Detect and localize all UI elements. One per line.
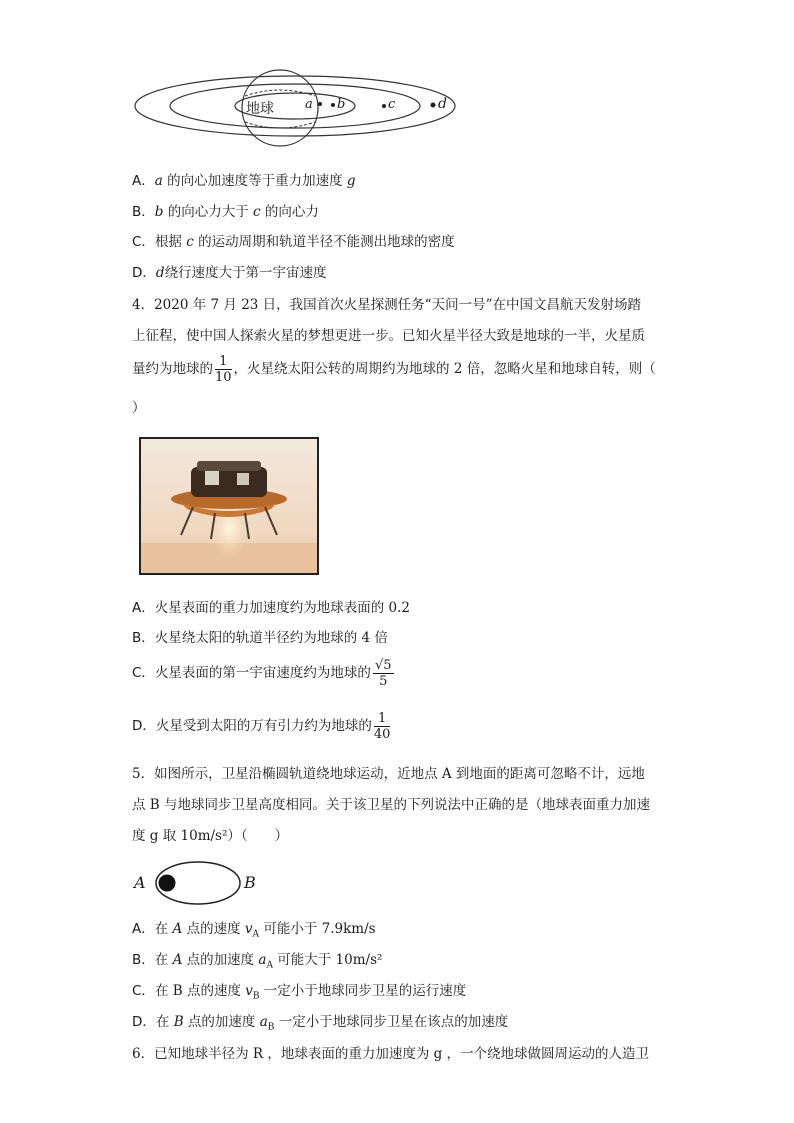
q4-stem-line1: 4．2020 年 7 月 23 日，我国首次火星探测任务“天问一号”在中国文昌航天发射场踏 — [132, 297, 641, 313]
q3-option-c[interactable]: C．根据 c 的运动周期和轨道半径不能测出地球的密度 — [132, 234, 455, 250]
q4-stem-line3: 量约为地球的 $\frac{1}{10}$ ，火星绕太阳公转的周期约为地球的 2 倍，忽略火星和地球自转，则（ — [132, 354, 656, 385]
q3-option-a[interactable]: A．a 的向心加速度等于重力加速度 g — [132, 173, 356, 189]
q3-option-d[interactable]: D．d绕行速度大于第一宇宙速度 — [132, 265, 327, 281]
orbit-diagram — [130, 62, 460, 162]
q4-option-a[interactable]: A．火星表面的重力加速度约为地球表面的 0.2 — [132, 600, 411, 616]
point-d-label: d — [438, 96, 447, 112]
point-b-diagram-label: B — [244, 873, 256, 892]
q5-option-c[interactable]: C．在 B 点的速度 $v_B$ 一定小于地球同步卫星的运行速度 — [132, 983, 467, 1002]
earth-label: 地球 — [246, 101, 274, 117]
point-a-diagram-label: A — [134, 873, 146, 892]
q4-option-d[interactable]: D．火星受到太阳的万有引力约为地球的 $\frac{1}{40}$ — [132, 711, 391, 742]
q5-option-a[interactable]: A．在 A 点的速度 $v_A$ 可能小于 7.9km/s — [132, 921, 376, 940]
point-a-label: a — [305, 97, 313, 112]
q5-stem-line3: 度 g 取 10m/s²）（ ） — [132, 828, 289, 844]
q4-option-c[interactable]: C．火星表面的第一宇宙速度约为地球的 $\frac{√5}{5}$ — [132, 658, 392, 689]
q5-option-d[interactable]: D．在 B 点的加速度 $a_B$ 一定小于地球同步卫星在该点的加速度 — [132, 1014, 509, 1033]
q4-fraction: $\frac{1}{10}$ — [215, 354, 232, 385]
q5-stem-line2: 点 B 与地球同步卫星高度相同。关于该卫星的下列说法中正确的是（地球表面重力加速 — [132, 797, 651, 813]
mars-lander-photo — [139, 437, 319, 575]
q3-option-b[interactable]: B．b 的向心力大于 c 的向心力 — [132, 204, 319, 220]
point-c-label: c — [388, 97, 396, 112]
q5-option-b[interactable]: B．在 A 点的加速度 $a_A$ 可能大于 10m/s² — [132, 952, 383, 971]
point-b-label: b — [337, 97, 346, 112]
q5-stem-line1: 5．如图所示，卫星沿椭圆轨道绕地球运动，近地点 A 到地面的距离可忽略不计，远地 — [132, 766, 645, 782]
q4-option-b[interactable]: B．火星绕太阳的轨道半径约为地球的 4 倍 — [132, 630, 388, 646]
q4-stem-line2: 上征程，使中国人探索火星的梦想更进一步。已知火星半径大致是地球的一半，火星质 — [132, 328, 645, 344]
q4-stem-line4: ） — [132, 400, 146, 416]
q6-stem-line1: 6．已知地球半径为 R ，地球表面的重力加速度为 g ，一个绕地球做圆周运动的人造卫 — [132, 1046, 650, 1062]
